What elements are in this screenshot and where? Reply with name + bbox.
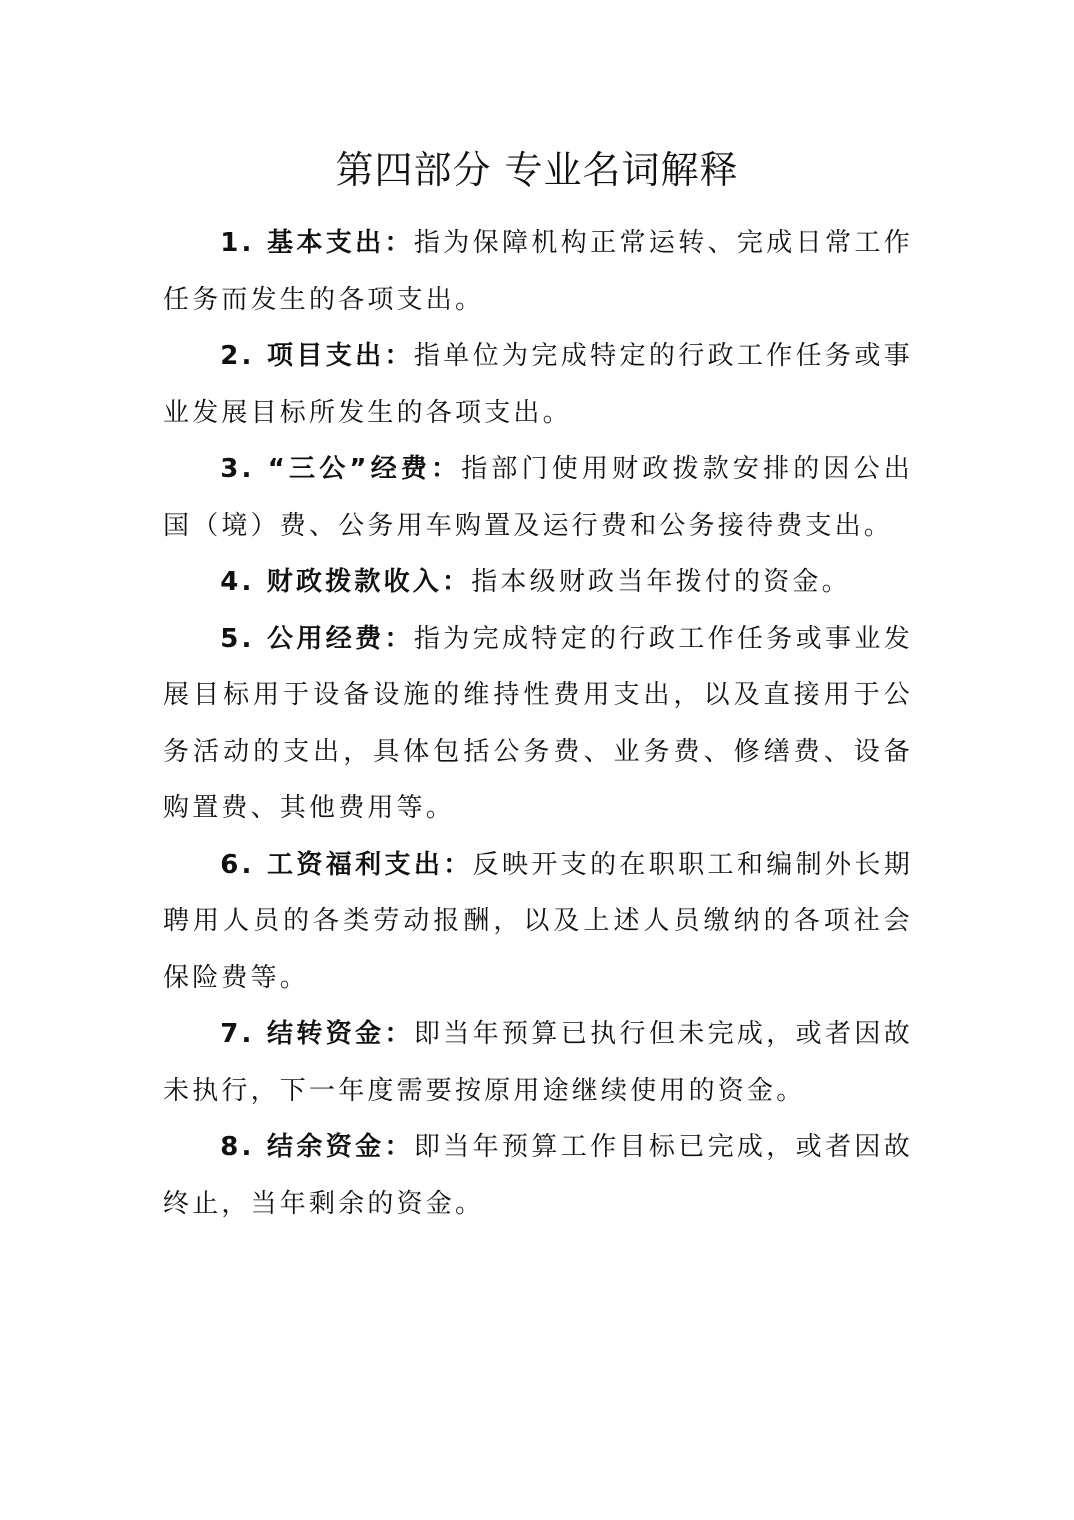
definition-surplus-funds: [163, 1119, 913, 1232]
definition-term: 2. 项目支出：: [220, 341, 414, 371]
definition-three-public-funds: [163, 441, 913, 554]
definition-carryover-funds: [163, 1006, 913, 1119]
definition-term: 4. 财政拨款收入：: [220, 567, 472, 597]
definition-text: 指本级财政当年拨付的资金。: [471, 567, 851, 597]
definition-text: 即当年预算已执行但未完成，或者因故未执行，下一年度需要按原用途继续使用的资金。: [163, 1019, 913, 1106]
definition-term: 8. 结余资金：: [220, 1132, 414, 1162]
definition-wage-welfare-expenditure: [163, 837, 913, 1007]
definition-term: 1. 基本支出：: [220, 228, 414, 258]
definition-term: 6. 工资福利支出：: [220, 849, 473, 880]
definition-text: 即当年预算工作目标已完成，或者因故终止，当年剩余的资金。: [163, 1132, 913, 1219]
definition-text: 指为完成特定的行政工作任务或事业发展目标用于设备设施的维持性费用支出，以及直接用于公务活动的支出，具体包括公务费、业务费、修缮费、设备购置费、其他费用等。: [163, 623, 913, 823]
definitions-list: [163, 215, 913, 1232]
definition-term: 5. 公用经费：: [220, 623, 414, 654]
definition-term: 7. 结转资金：: [220, 1019, 414, 1049]
definition-public-funds: [163, 611, 913, 837]
definition-fiscal-appropriation-income: [163, 554, 913, 611]
page-title: 第四部分 专业名词解释: [335, 148, 739, 192]
definition-text: 指单位为完成特定的行政工作任务或事业发展目标所发生的各项支出。: [163, 341, 913, 428]
definition-text: 指为保障机构正常运转、完成日常工作任务而发生的各项支出。: [163, 228, 913, 315]
definition-project-expenditure: [163, 328, 913, 441]
definition-text: 指部门使用财政拨款安排的因公出国（境）费、公务用车购置及运行费和公务接待费支出。: [163, 454, 913, 541]
definition-basic-expenditure: [163, 215, 913, 328]
definition-text: 反映开支的在职职工和编制外长期聘用人员的各类劳动报酬，以及上述人员缴纳的各项社会保险费等。: [163, 849, 913, 993]
definition-term: 3. “三公”经费：: [220, 454, 462, 484]
